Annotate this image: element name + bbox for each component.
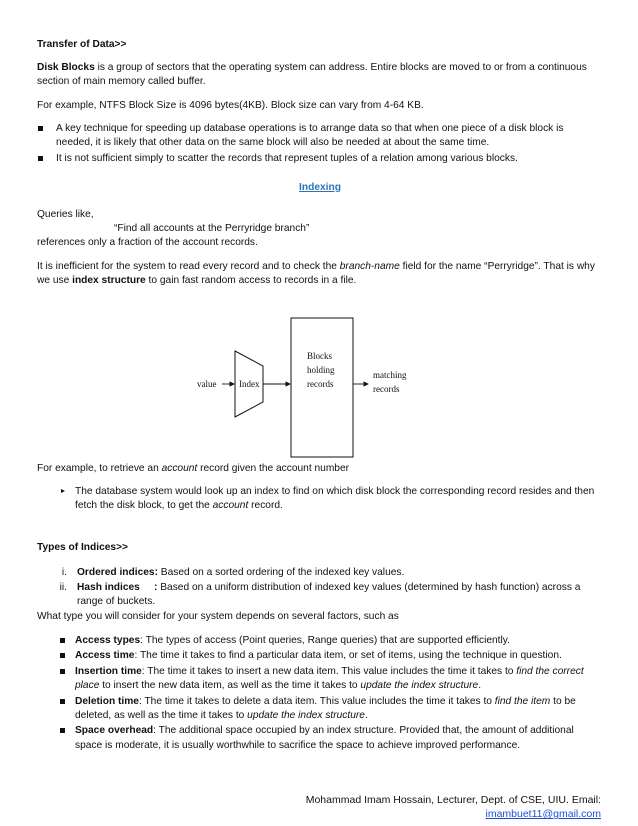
deletion-time-term: Deletion time (75, 695, 139, 707)
disk-blocks-term: Disk Blocks (37, 62, 95, 74)
inefficient-text-3: to gain fast random access to records in a file. (145, 274, 357, 286)
retrieve-text-2: record given the account number (197, 463, 350, 474)
lookup-bullet-list (37, 485, 603, 513)
space-overhead-text: : The additional space occupied by an index structure. Provided that, the amount of additional space is moderate, it is usually worthwhile to sacrifice the space to achieve improved performance. (75, 725, 574, 751)
queries-like: Queries like, (37, 209, 94, 221)
insertion-italic-2: update the index structure (360, 680, 479, 692)
list-item (37, 695, 603, 723)
deletion-italic-1: find the item (494, 695, 551, 707)
index-diagram (195, 314, 425, 464)
diagram-blocks-line2: holding (307, 365, 335, 375)
disk-blocks-text: is a group of sectors that the operating system can address. Entire blocks are moved to or from a continuous section of main memory called buffer. (37, 62, 587, 88)
insertion-text-2: to insert the new data item, as well as the time it takes to (99, 680, 361, 692)
inefficient-text-2: field for the name “Perryridge”. That is why we use (37, 260, 595, 286)
retrieve-paragraph (37, 462, 603, 476)
insertion-time-term: Insertion time (75, 665, 142, 677)
insertion-text-1: : The time it takes to insert a new data item. This value includes the time it takes to (141, 665, 517, 677)
hash-indices-text: Based on a uniform distribution of indexed key values (determined by hash function) across a range of buckets. (77, 582, 581, 608)
list-item (37, 665, 603, 693)
index-structure-term: index structure (72, 274, 146, 286)
diagram-matching-line2: records (373, 384, 400, 394)
insertion-text-3: . (478, 680, 482, 692)
footer-email-link[interactable]: imambuet11@gmail.com (485, 808, 601, 821)
footer-text: Mohammad Imam Hossain, Lecturer, Dept. of CSE, UIU. Email: (305, 794, 601, 806)
ordered-indices-text: Based on a sorted ordering of the indexed key values. (157, 566, 405, 578)
lookup-account-term: account (212, 500, 249, 512)
list-item (37, 724, 603, 752)
list-item (37, 649, 603, 663)
access-time-term: Access time (75, 650, 135, 662)
transfer-heading: Transfer of Data>> (37, 39, 127, 50)
list-number: i. (61, 566, 67, 578)
document-page (37, 38, 603, 297)
references-line: references only a fraction of the account records. (37, 237, 258, 249)
retrieve-text-1: For example, to retrieve an (37, 463, 162, 474)
indexing-heading-wrap (37, 181, 603, 195)
list-item (37, 566, 603, 580)
diagram-value-label: value (197, 379, 217, 389)
ordered-indices-term: Ordered indices: (77, 566, 158, 578)
access-types-text: : The types of access (Point queries, Range queries) that are supported efficiently. (140, 634, 510, 646)
disk-bullet-list (37, 122, 603, 166)
hash-indices-term: Hash indices : (77, 582, 158, 594)
list-item: It is not sufficient simply to scatter the records that represent tuples of a relation among various blocks. (37, 152, 603, 166)
list-item (37, 634, 603, 648)
list-number: ii. (59, 582, 67, 594)
inefficient-paragraph (37, 260, 603, 288)
indexing-heading-link[interactable]: Indexing (299, 181, 341, 193)
deletion-text-3: . (364, 709, 368, 721)
list-item (37, 485, 603, 513)
access-time-text: : The time it takes to find a particular data item, or set of items, using the technique in question. (134, 650, 562, 662)
lookup-text-2: record. (248, 500, 283, 512)
account-term: account (161, 463, 198, 474)
deletion-text-1: : The time it takes to delete a data item. This value includes the time it takes to (138, 695, 495, 707)
index-types-list (37, 566, 603, 610)
query-quote: “Find all accounts at the Perryridge branch” (114, 223, 310, 235)
types-heading: Types of Indices>> (37, 541, 128, 553)
diagram-index-label: Index (239, 379, 260, 389)
access-types-term: Access types (75, 634, 141, 646)
factors-list (37, 634, 603, 753)
branch-name-field: branch-name (339, 260, 400, 272)
list-item: A key technique for speeding up database operations is to arrange data so that when one piece of a disk block is needed, it is likely that other data on the same block will also be needed at about the same time. (37, 122, 603, 150)
list-item (37, 581, 603, 609)
document-page-lower (37, 462, 603, 754)
deletion-text-2: to be deleted, as well as the time it takes to (75, 695, 576, 721)
page-footer (189, 793, 601, 821)
disk-blocks-paragraph (37, 61, 603, 89)
lookup-text-1: The database system would look up an index to find on which disk block the corresponding record resides and then fetch the disk block, to get the (75, 486, 595, 512)
inefficient-text-1: It is inefficient for the system to read every record and to check the (37, 260, 340, 272)
diagram-blocks-line1: Blocks (307, 351, 333, 361)
space-overhead-term: Space overhead (75, 725, 154, 737)
diagram-matching-line1: matching (373, 370, 407, 380)
deletion-italic-2: update the index structure (247, 709, 365, 721)
ntfs-example: For example, NTFS Block Size is 4096 bytes(4KB). Block size can vary from 4-64 KB. (37, 99, 424, 111)
factors-intro: What type you will consider for your system depends on several factors, such as (37, 611, 399, 623)
insertion-italic-1: find the correct place (75, 665, 584, 692)
diagram-blocks-line3: records (307, 379, 334, 389)
